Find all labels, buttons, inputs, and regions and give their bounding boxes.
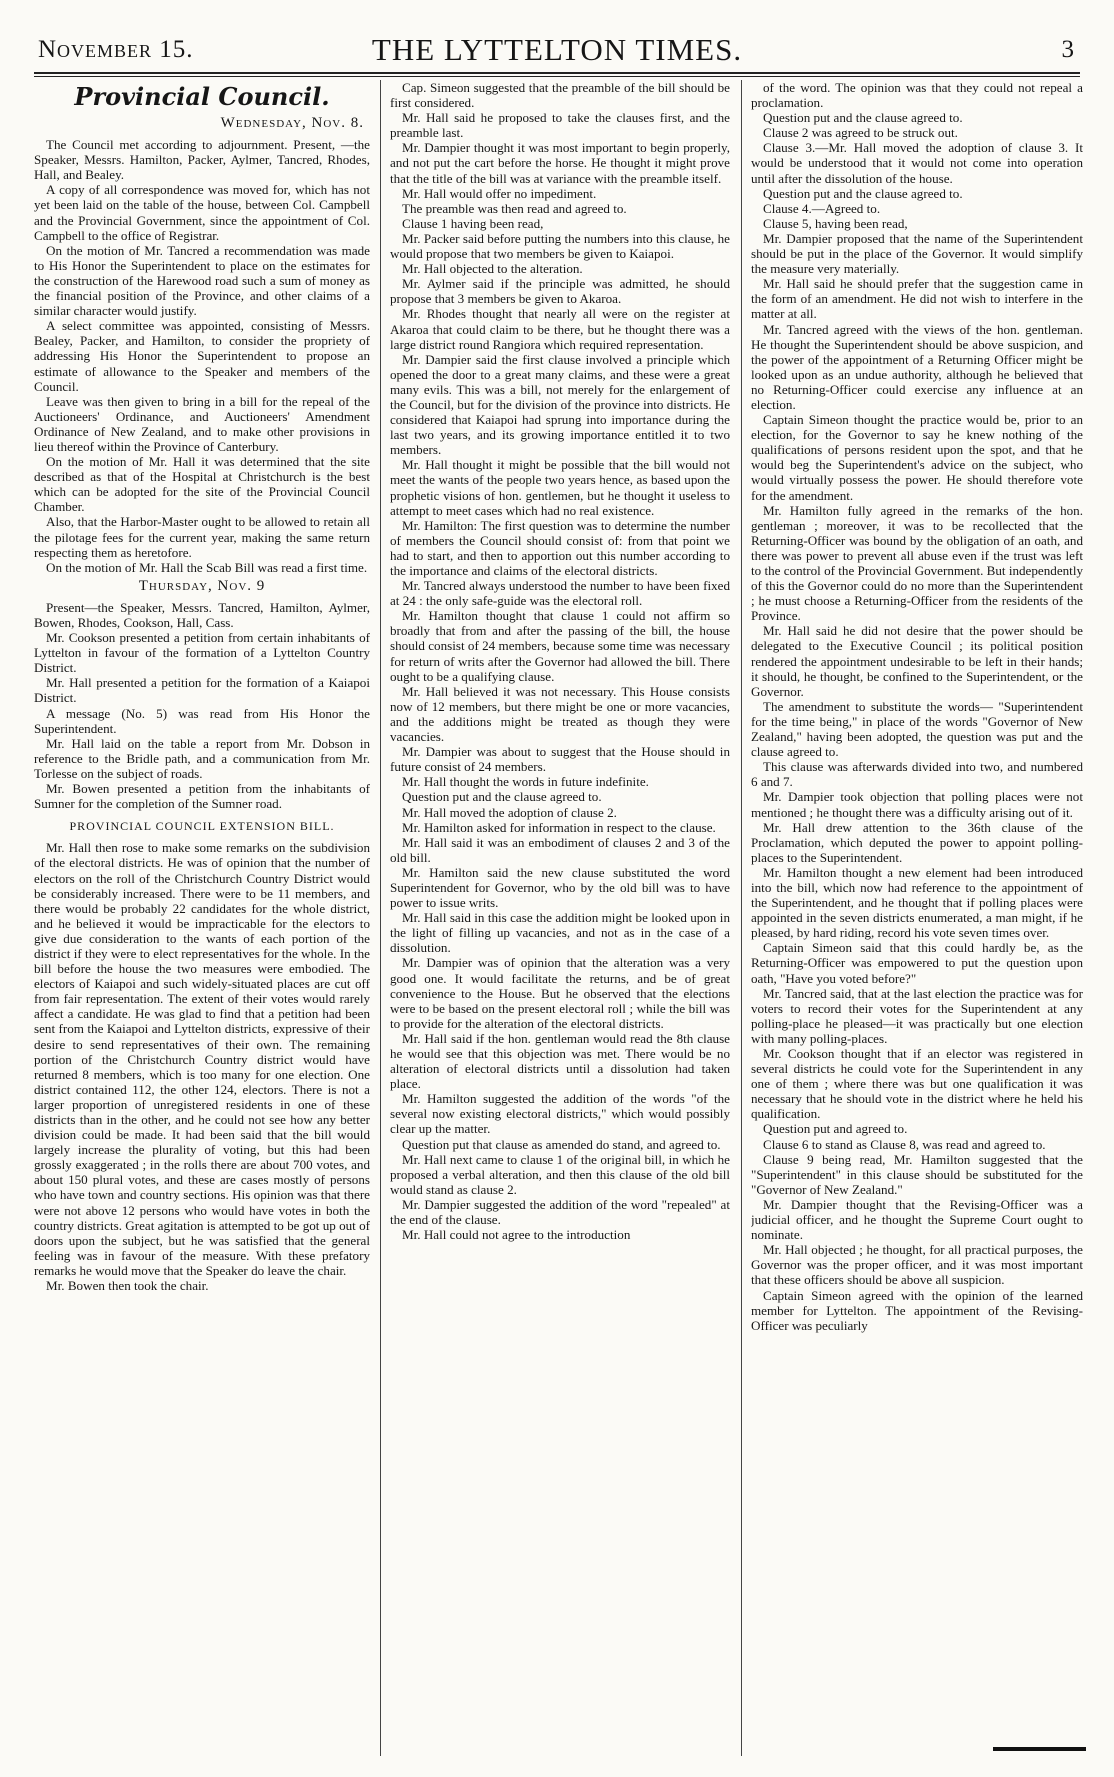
paragraph: Mr. Hall said he proposed to take the clauses first, and the preamble last. bbox=[390, 110, 730, 141]
paragraph: Mr. Hamilton thought a new element had been introduced into the bill, which now had reference to the appointment of the Superintendent, and he thought that if polling places were appointed in the seven districts enumerated, a man might, if he pleased, by hard riding, record his vote seven times over. bbox=[751, 864, 1083, 941]
paragraph: Also, that the Harbor-Master ought to be allowed to retain all the pilotage fees for the current year, making the same return respecting them as heretofore. bbox=[34, 514, 370, 560]
paragraph: Clause 1 having been read, bbox=[402, 215, 544, 231]
paragraph: Mr. Hall moved the adoption of clause 2. bbox=[402, 804, 617, 820]
paragraph: Mr. Hamilton said the new clause substituted the word Superintendent for Governor, who by the old bill was to have power to issue writs. bbox=[390, 864, 730, 911]
paragraph: Mr. Hall believed it was not necessary. This House consists now of 12 members, but there might be one or more vacancies, and the additions might be treated as though they were vacancies. bbox=[390, 683, 730, 745]
paragraph: Mr. Hall said it was an embodiment of clauses 2 and 3 of the old bill. bbox=[390, 834, 730, 865]
paragraph: Mr. Bowen then took the chair. bbox=[46, 1278, 209, 1294]
paragraph: Mr. Dampier was about to suggest that the House should in future consist of 24 members. bbox=[390, 744, 730, 775]
paragraph: On the motion of Mr. Tancred a recommendation was made to His Honor the Superintendent to place on the estimates for the construction of the Harewood road such a sum of money as the financial position of the Province, and other claims of a similar character would justify. bbox=[34, 242, 370, 319]
paragraph: Leave was then given to bring in a bill for the repeal of the Auctioneers' Ordinance, and Auctioneers' Amendment Ordinance of New Zealand, and to make other provisions in lieu thereof within the Province of Canterbury. bbox=[34, 393, 370, 454]
paragraph: On the motion of Mr. Hall it was determined that the site described as that of the Hospital at Christchurch is the best which can be adopted for the site of the Provincial Council Chamber. bbox=[34, 454, 370, 515]
paragraph: Question put and the clause agreed to. bbox=[402, 789, 602, 805]
dateline: Wednesday, Nov. 8. bbox=[220, 115, 364, 131]
paragraph: Mr. Hall laid on the table a report from Mr. Dobson in reference to the Bridle path, and a communication from Mr. Torlesse on the subject of roads. bbox=[34, 735, 370, 781]
paragraph: Mr. Aylmer said if the principle was admitted, he should propose that 3 members be given to Akaroa. bbox=[390, 276, 730, 307]
paragraph: Mr. Dampier thought that the Revising-Officer was a judicial officer, and he thought the Supreme Court ought to nominate. bbox=[751, 1196, 1083, 1243]
masthead-rule-thin bbox=[34, 76, 1080, 77]
paragraph: Mr. Hall drew attention to the 36th clause of the Proclamation, which deputed the power to appoint polling-places to the Superintendent. bbox=[751, 819, 1083, 865]
paragraph: Mr. Hamilton suggested the addition of the words "of the several now existing electoral districts," which would possibly clear up the matter. bbox=[390, 1091, 730, 1137]
paragraph: Captain Simeon agreed with the opinion of the learned member for Lyttelton. The appointment of the Revising-Officer was peculiarly bbox=[751, 1287, 1083, 1333]
paragraph: On the motion of Mr. Hall the Scab Bill was read a first time. bbox=[46, 559, 368, 575]
page-number: 3 bbox=[1061, 36, 1074, 63]
paragraph: A select committee was appointed, consisting of Messrs. Bealey, Packer, and Hamilton, to consider the propriety of addressing His Honor the Superintendent to propose an estimate of allowance to the Speaker and members of the Council. bbox=[34, 318, 370, 394]
paragraph: Mr. Hall objected to the alteration. bbox=[402, 261, 583, 277]
paragraph: Mr. Tancred said, that at the last election the practice was for voters to record their votes for the Superintendent at any polling-place he pleased—it was practically but one election with many polling-places. bbox=[751, 985, 1083, 1046]
paragraph: Mr. Tancred always understood the number to have been fixed at 24 : the only safe-guide was the electoral roll. bbox=[390, 578, 730, 609]
paragraph: Mr. Packer said before putting the numbers into this clause, he would propose that two members be given to Kaiapoi. bbox=[390, 230, 730, 262]
paragraph: Captain Simeon thought the practice would be, prior to an election, for the Governor to say he knew nothing of the qualifications of persons resident upon the spot, and that he would beg the Superintendent's advice on the subject, who would virtually possess the power. He should therefore vote for the amendment. bbox=[751, 412, 1083, 503]
end-rule bbox=[993, 1747, 1086, 1751]
column-divider bbox=[741, 80, 742, 1756]
section-title: Provincial Council. bbox=[74, 82, 330, 111]
paragraph: Mr. Dampier said the first clause involved a principle which opened the door to a great many claims, and these were a great many evils. This was a bill, not merely for the enlargement of the Council, but for the division of the province into districts. He considered that Kaiapoi had sprung into importance during the last two years, and its growing importance entitled it to two members. bbox=[390, 351, 730, 458]
paragraph: Question put and agreed to. bbox=[763, 1121, 908, 1137]
paragraph: Present—the Speaker, Messrs. Tancred, Hamilton, Aylmer, Bowen, Rhodes, Cookson, Hall, Cass. bbox=[34, 599, 370, 630]
paragraph: Mr. Hall would offer no impediment. bbox=[402, 185, 597, 201]
article-body bbox=[34, 137, 370, 575]
paragraph: Mr. Hall said in this case the addition might be looked upon in the light of filling up vacancies, and not as in the case of a dissolution. bbox=[390, 910, 730, 956]
paragraph: Captain Simeon said that this could hardly be, as the Returning-Officer was empowered to put the question upon oath, "Have you voted before?" bbox=[751, 940, 1083, 986]
paragraph: A copy of all correspondence was moved for, which has not yet been laid on the table of the house, between Col. Campbell and the Provincial Government, since the appointment of Col. Campbell to the office of Registrar. bbox=[34, 182, 370, 243]
paragraph: Mr. Hall objected ; he thought, for all practical purposes, the Governor was the proper officer, and it was most important that these officers should be above all suspicion. bbox=[751, 1242, 1083, 1288]
paragraph: of the word. The opinion was that they could not repeal a proclamation. bbox=[751, 80, 1083, 111]
paragraph: Mr. Dampier thought it was most important to begin properly, and not put the cart before the horse. He thought it might prove that the title of the bill was at variance with the preamble itself. bbox=[390, 140, 730, 186]
masthead-rule bbox=[34, 72, 1080, 74]
paragraph: Mr. Dampier took objection that polling places were not mentioned ; he thought there was a difficulty arising out of it. bbox=[751, 789, 1083, 820]
column-divider bbox=[380, 80, 381, 1756]
paragraph: Mr. Bowen presented a petition from the inhabitants of Sumner for the completion of the Sumner road. bbox=[34, 781, 370, 812]
paragraph: Clause 6 to stand as Clause 8, was read and agreed to. bbox=[763, 1136, 1046, 1152]
paragraph: Clause 4.—Agreed to. bbox=[763, 200, 881, 216]
paragraph: Clause 2 was agreed to be struck out. bbox=[763, 125, 958, 141]
issue-date: November 15. bbox=[38, 36, 194, 63]
paragraph: Mr. Cookson thought that if an elector was registered in several districts he could vote for the Superintendent in any one of them ; where there was but one qualification it was necessary that he should vote in the district where he held his qualification. bbox=[751, 1046, 1083, 1122]
paragraph: Question put and the clause agreed to. bbox=[763, 110, 963, 126]
paragraph: Mr. Hall next came to clause 1 of the original bill, in which he proposed a verbal alteration, and then this clause of the old bill would stand as clause 2. bbox=[390, 1151, 730, 1197]
paragraph: Clause 3.—Mr. Hall moved the adoption of clause 3. It would be understood that it would not come into operation until after the dissolution of the house. bbox=[751, 140, 1083, 186]
article-body bbox=[751, 80, 1083, 1333]
paragraph: Question put and the clause agreed to. bbox=[763, 185, 963, 201]
paragraph: The amendment to substitute the words— "Superintendent for the time being," in place of the words "Governor of New Zealand," having been adopted, the question was put and the clause agreed to. bbox=[751, 698, 1083, 760]
paragraph: Mr. Hall said he did not desire that the power should be delegated to the Executive Council ; its political position rendered the appointment undesirable to be left in their hands; it should, he thought, be confined to the Superintendent, or the Governor. bbox=[751, 623, 1083, 699]
dateline: Thursday, Nov. 9 bbox=[138, 577, 266, 594]
paragraph: Mr. Hall thought it might be possible that the bill would not meet the wants of the people two years hence, as based upon the prophetic visions of hon. gentlemen, but he thought it useless to attempt to meet cases which had no real existence. bbox=[390, 457, 730, 518]
paragraph: Question put that clause as amended do stand, and agreed to. bbox=[402, 1136, 721, 1152]
paragraph: Cap. Simeon suggested that the preamble of the bill should be first considered. bbox=[390, 80, 730, 111]
article-body bbox=[34, 600, 370, 811]
paragraph: The preamble was then read and agreed to. bbox=[402, 200, 627, 216]
subheading: PROVINCIAL COUNCIL EXTENSION BILL. bbox=[69, 819, 335, 834]
paragraph: Mr. Dampier suggested the addition of the word "repealed" at the end of the clause. bbox=[390, 1196, 730, 1228]
paragraph: Mr. Hall then rose to make some remarks on the subdivision of the electoral districts. He was of opinion that the number of electors on the roll of the Christchurch Country District would be considerably increased. There were to be 11 members, and there would be probably 22 candidates for the whole district, and he believed it would be impracticable for the electors to give due consideration to the wants of each portion of the district if they were to elect representatives for the whole. In the bill before the house the two measures were embodied. The electors of Kaiapoi and such widely-situated places are cut off from fair representation. The extent of their votes would rarely affect a candidate. He was glad to find that a petition had been sent from the Kaiapoi and Lyttelton districts, expressive of their desire to send representatives of their own. The remaining portion of the Christchurch Country district would have returned 8 members, which is too many for one election. One district contained 112, the other 124, electors. There is not a larger proportion of unregistered residents in one of these districts than in the other, and he could not see how any better division could be made. It had been said that the bill would largely increase the plurality of voting, but this had been grossly exaggerated ; in the rolls there are about 700 votes, and about 150 plural votes, and these are cases mostly of persons who have town and country sections. His opinion was that there were not above 12 persons who would have votes in both the country districts. Great agitation is attempted to be got up out of doors upon the subject, but he was satisfied that the general feeling was in favour of the measure. With these prefatory remarks he would move that the Speaker do leave the chair. bbox=[34, 840, 370, 1278]
paragraph: Mr. Dampier was of opinion that the alteration was a very good one. It would facilitate the returns, and be of great convenience to the House. But he observed that the elections were to be based on the present electoral roll ; while the bill was to provide for the alteration of the electoral districts. bbox=[390, 955, 730, 1031]
paragraph: A message (No. 5) was read from His Honor the Superintendent. bbox=[34, 705, 370, 736]
column-2 bbox=[390, 80, 730, 1756]
masthead bbox=[34, 30, 1080, 70]
paragraph: Mr. Hall presented a petition for the formation of a Kaiapoi District. bbox=[34, 675, 370, 706]
paragraph: Mr. Hall said he should prefer that the suggestion came in the form of an amendment. He did not wish to interfere in the matter at all. bbox=[751, 276, 1083, 322]
paragraph: Mr. Hamilton thought that clause 1 could not affirm so broadly that from and after the passing of the bill, the house should consist of 24 members, because some time was necessary for return of writs after the Governor had allowed the bill. There ought to be a qualifying clause. bbox=[390, 608, 730, 684]
paragraph: Mr. Cookson presented a petition from certain inhabitants of Lyttelton in favour of the formation of a Lyttelton Country District. bbox=[34, 630, 370, 676]
paragraph: Mr. Dampier proposed that the name of the Superintendent should be put in the place of the Governor. It would simplify the measure very materially. bbox=[751, 230, 1083, 277]
paragraph: Mr. Hamilton fully agreed in the remarks of the hon. gentleman ; moreover, it was to be recollected that the Returning-Officer was bound by the obligation of an oath, and there was power to prevent all abuse even if the trust was left to the control of the Provincial Government. But independently of this the Governor could do no more than the Superintendent ; he must choose a Returning-Officer from the residents of the Province. bbox=[751, 502, 1083, 624]
newspaper-title: THE LYTTELTON TIMES. bbox=[371, 32, 743, 67]
paragraph: Mr. Tancred agreed with the views of the hon. gentleman. He thought the Superintendent should be above suspicion, and the power of the appointment of a Returning Officer might be looked upon as an undue authority, although he believed that no Returning-Officer could exercise any influence at an election. bbox=[751, 321, 1083, 412]
paragraph: Mr. Hall said if the hon. gentleman would read the 8th clause he would see that this objection was met. There would be no alteration of electoral districts until a dissolution had taken place. bbox=[390, 1030, 730, 1092]
paragraph: Mr. Hamilton asked for information in respect to the clause. bbox=[402, 819, 716, 835]
paragraph: This clause was afterwards divided into two, and numbered 6 and 7. bbox=[751, 759, 1083, 790]
paragraph: Mr. Hall thought the words in future indefinite. bbox=[402, 774, 649, 790]
paragraph: Mr. Hamilton: The first question was to determine the number of members the Council should consist of: from that point we had to start, and then to apportion out this number according to the importance and claims of the electoral districts. bbox=[390, 517, 730, 578]
paragraph: Mr. Hall could not agree to the introduction bbox=[402, 1227, 631, 1243]
article-body bbox=[34, 840, 370, 1293]
column-3 bbox=[751, 80, 1083, 1756]
column-1 bbox=[34, 80, 370, 1756]
article-body bbox=[390, 80, 730, 1242]
paragraph: Mr. Rhodes thought that nearly all were on the register at Akaroa that could claim to be there, but he thought there was a large district round Rangiora which required representation. bbox=[390, 306, 730, 352]
paragraph: The Council met according to adjournment. Present, —the Speaker, Messrs. Hamilton, Packer, Aylmer, Tancred, Rhodes, Hall, and Bealey. bbox=[34, 137, 370, 183]
paragraph: Clause 9 being read, Mr. Hamilton suggested that the "Superintendent" in this clause should be substituted for the "Governor of New Zealand." bbox=[751, 1151, 1083, 1197]
paragraph: Clause 5, having been read, bbox=[763, 215, 908, 231]
